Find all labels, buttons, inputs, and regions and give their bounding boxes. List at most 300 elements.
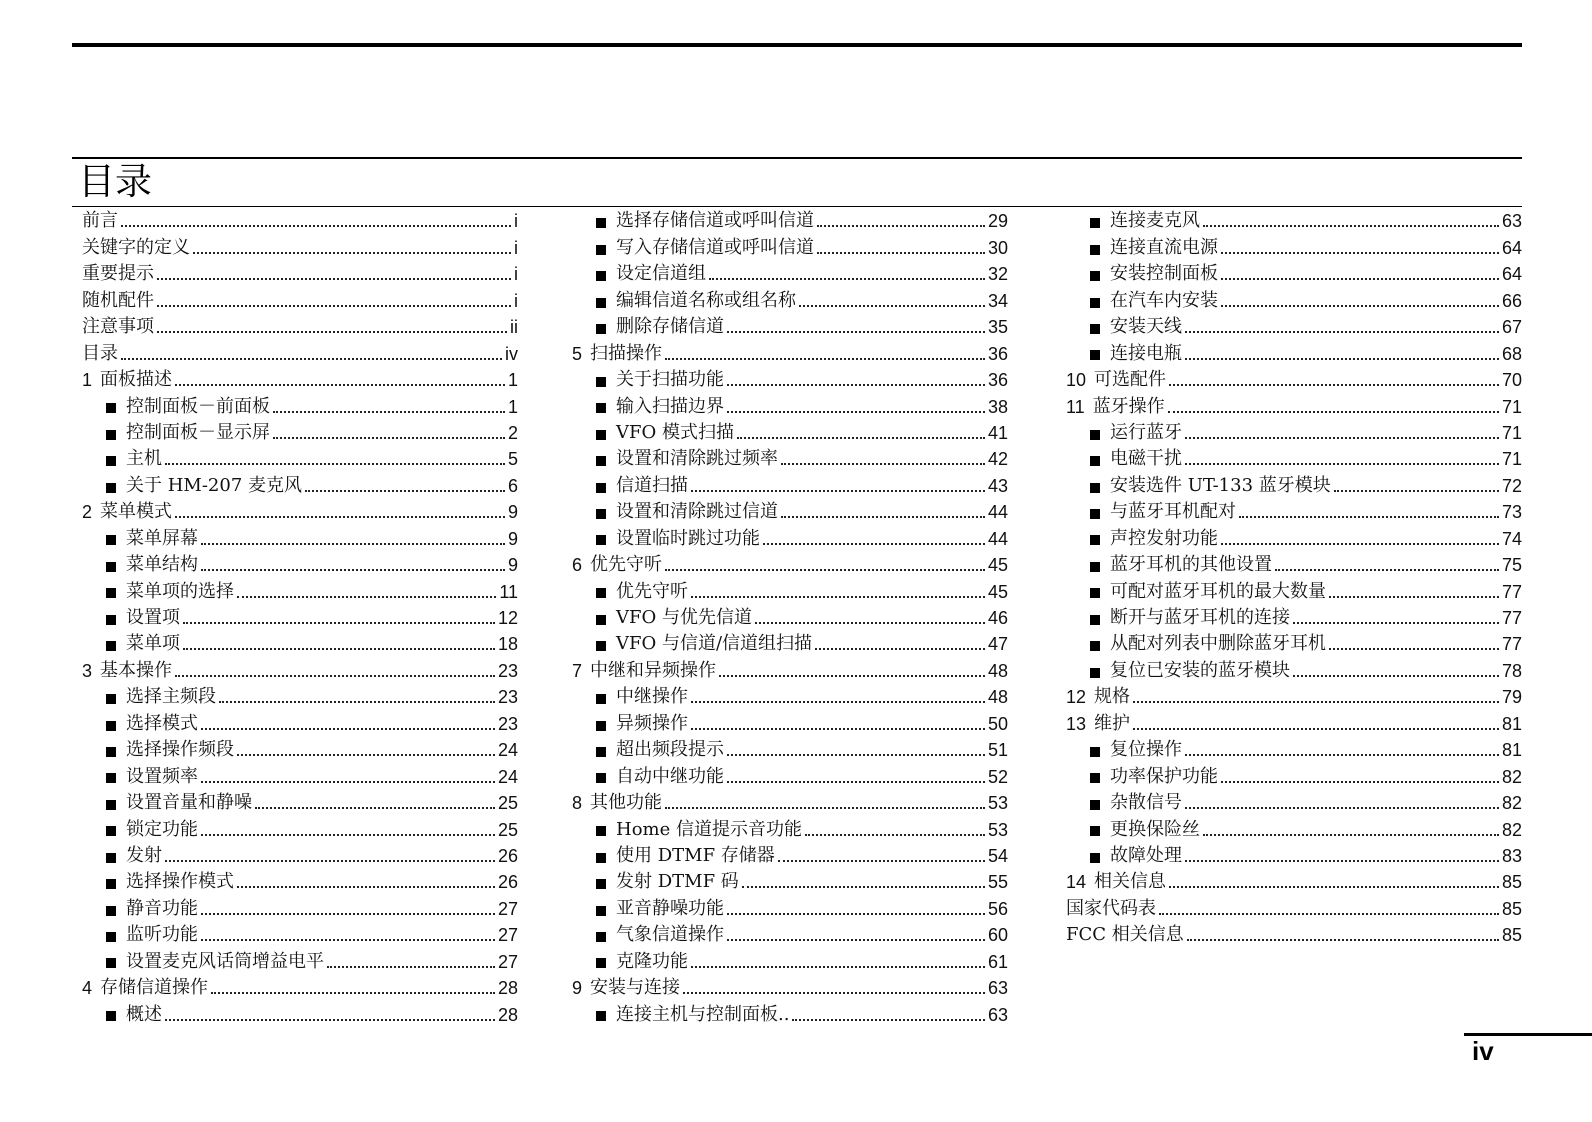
toc-subentry[interactable] <box>82 525 518 551</box>
toc-subentry[interactable] <box>1066 340 1522 366</box>
square-bullet-icon <box>596 906 606 916</box>
toc-subentry[interactable] <box>572 843 1008 869</box>
square-bullet-icon <box>1090 747 1100 757</box>
toc-subentry[interactable] <box>572 737 1008 763</box>
entry-label: 关键字的定义 <box>82 236 190 258</box>
toc-subentry[interactable] <box>1066 208 1522 234</box>
entry-label: 与蓝牙耳机配对 <box>1110 501 1236 523</box>
dot-leader <box>781 463 985 465</box>
toc-subentry[interactable] <box>572 314 1008 340</box>
entry-label: 声控发射功能 <box>1110 527 1218 549</box>
entry-label: 优先守听 <box>616 580 688 602</box>
square-bullet-icon <box>106 747 116 757</box>
entry-label: 断开与蓝牙耳机的连接 <box>1110 607 1290 628</box>
dot-leader <box>755 622 985 624</box>
dot-leader <box>1185 807 1499 809</box>
entry-label: 异频操作 <box>616 712 688 734</box>
toc-subentry[interactable] <box>572 261 1008 287</box>
dot-leader <box>805 834 985 836</box>
entry-label: 锁定功能 <box>126 818 198 840</box>
square-bullet-icon <box>106 641 116 651</box>
toc-subentry[interactable] <box>82 393 518 419</box>
entry-page-number: 44 <box>987 502 1008 523</box>
toc-subentry[interactable] <box>1066 790 1522 816</box>
dot-leader <box>201 728 495 730</box>
entry-page-number: 77 <box>1501 581 1522 602</box>
entry-label: 国家代码表 <box>1066 897 1156 919</box>
square-bullet-icon <box>596 430 606 440</box>
square-bullet-icon <box>106 535 116 545</box>
entry-label: 使用 DTMF 存储器 <box>616 844 775 866</box>
entry-page-number: 75 <box>1501 555 1522 576</box>
toc-subentry[interactable] <box>82 631 518 657</box>
dot-leader <box>201 834 495 836</box>
entry-page-number: 71 <box>1501 422 1522 443</box>
toc-entry[interactable] <box>572 552 1008 578</box>
toc-subentry[interactable] <box>572 208 1008 234</box>
square-bullet-icon <box>1090 853 1100 863</box>
toc-subentry[interactable] <box>572 948 1008 974</box>
entry-label: 删除存储信道 <box>616 316 724 338</box>
dot-leader <box>1185 754 1499 756</box>
toc-subentry[interactable] <box>572 420 1008 446</box>
toc-subentry[interactable] <box>82 446 518 472</box>
square-bullet-icon <box>1090 773 1100 783</box>
dot-leader <box>1239 516 1499 518</box>
entry-page-number: 23 <box>497 713 518 734</box>
toc-entry[interactable] <box>1066 922 1522 948</box>
toc-subentry[interactable] <box>1066 472 1522 498</box>
entry-label: 选择操作频段 <box>126 739 234 761</box>
entry-page-number: 28 <box>497 978 518 999</box>
entry-label: 安装与连接 <box>590 977 681 999</box>
toc-subentry[interactable] <box>572 367 1008 393</box>
entry-page-number: 78 <box>1501 660 1522 681</box>
entry-page-number: 9 <box>507 502 518 523</box>
toc-entry[interactable] <box>1066 393 1522 419</box>
toc-subentry[interactable] <box>82 1001 518 1027</box>
toc-subentry[interactable] <box>82 763 518 789</box>
entry-label: 中继操作 <box>616 686 688 708</box>
square-bullet-icon <box>106 456 116 466</box>
entry-page-number: 26 <box>497 845 518 866</box>
square-bullet-icon <box>596 403 606 413</box>
entry-page-number: 66 <box>1501 290 1522 311</box>
toc-subentry[interactable] <box>1066 843 1522 869</box>
toc-subentry[interactable] <box>1066 420 1522 446</box>
dot-leader <box>1293 622 1499 624</box>
toc-subentry[interactable] <box>82 552 518 578</box>
square-bullet-icon <box>596 747 606 757</box>
entry-label: 关于 HM-207 麦克风 <box>126 474 303 496</box>
entry-page-number: 82 <box>1501 819 1522 840</box>
toc-subentry[interactable] <box>572 895 1008 921</box>
square-bullet-icon <box>1090 800 1100 810</box>
square-bullet-icon <box>106 588 116 598</box>
dot-leader <box>237 754 495 756</box>
square-bullet-icon <box>106 826 116 836</box>
toc-entry[interactable] <box>82 657 518 683</box>
entry-page-number: 56 <box>987 898 1008 919</box>
entry-page-number: 23 <box>497 660 518 681</box>
entry-page-number: 36 <box>987 370 1008 391</box>
entry-label: 选择存储信道或呼叫信道 <box>616 210 814 232</box>
entry-page-number: 55 <box>987 872 1008 893</box>
toc-subentry[interactable] <box>572 578 1008 604</box>
dot-leader <box>691 596 985 598</box>
dot-leader <box>727 754 985 756</box>
toc-column-3 <box>1066 208 1522 948</box>
square-bullet-icon <box>596 615 606 625</box>
toc-subentry[interactable] <box>1066 314 1522 340</box>
toc-subentry[interactable] <box>1066 737 1522 763</box>
entry-page-number: 24 <box>497 766 518 787</box>
entry-page-number: 41 <box>987 422 1008 443</box>
toc-subentry[interactable] <box>82 922 518 948</box>
entry-page-number: 83 <box>1501 845 1522 866</box>
square-bullet-icon <box>1090 324 1100 334</box>
square-bullet-icon <box>106 1011 116 1021</box>
square-bullet-icon <box>1090 641 1100 651</box>
entry-label: FCC 相关信息 <box>1066 924 1184 946</box>
square-bullet-icon <box>1090 218 1100 228</box>
dot-leader <box>1221 781 1499 783</box>
toc-subentry[interactable] <box>572 710 1008 736</box>
toc-entry[interactable] <box>1066 895 1522 921</box>
chapter-number: 8 <box>572 793 583 814</box>
entry-page-number: 47 <box>987 634 1008 655</box>
entry-page-number: 73 <box>1501 502 1522 523</box>
toc-entry[interactable] <box>82 234 518 260</box>
toc-subentry[interactable] <box>572 816 1008 842</box>
entry-label: 复位操作 <box>1110 739 1182 761</box>
toc-column-1 <box>82 208 518 1028</box>
toc-subentry[interactable] <box>572 684 1008 710</box>
dot-leader <box>691 701 985 703</box>
toc-subentry[interactable] <box>572 631 1008 657</box>
toc-subentry[interactable] <box>82 790 518 816</box>
toc-subentry[interactable] <box>1066 763 1522 789</box>
toc-subentry[interactable] <box>1066 552 1522 578</box>
chapter-number: 10 <box>1066 370 1087 391</box>
entry-page-number: 25 <box>497 793 518 814</box>
toc-subentry[interactable] <box>82 578 518 604</box>
entry-label: 菜单屏幕 <box>126 527 198 549</box>
entry-page-number: 28 <box>497 1004 518 1025</box>
chapter-number: 3 <box>82 660 93 681</box>
dot-leader <box>201 913 495 915</box>
entry-label: 气象信道操作 <box>616 924 724 946</box>
entry-page-number: 77 <box>1501 608 1522 628</box>
dot-leader <box>1329 648 1499 650</box>
entry-page-number: 68 <box>1501 343 1522 364</box>
toc-subentry[interactable] <box>82 472 518 498</box>
entry-label: 超出频段提示 <box>616 739 724 761</box>
toc-subentry[interactable] <box>82 895 518 921</box>
entry-label: 设置项 <box>126 607 180 628</box>
entry-label: 选择主频段 <box>126 686 216 708</box>
toc-subentry[interactable] <box>82 605 518 631</box>
entry-page-number: 12 <box>497 608 518 628</box>
toc-entry[interactable] <box>1066 367 1522 393</box>
toc-entry[interactable] <box>572 657 1008 683</box>
toc-entry[interactable] <box>82 261 518 287</box>
square-bullet-icon <box>1090 668 1100 678</box>
entry-label: 中继和异频操作 <box>590 659 717 681</box>
entry-label: 其他功能 <box>590 792 663 814</box>
dot-leader <box>211 992 495 994</box>
dot-leader <box>157 278 511 280</box>
entry-page-number: iv <box>505 343 518 364</box>
toc-subentry[interactable] <box>82 816 518 842</box>
entry-page-number: 70 <box>1501 370 1522 391</box>
entry-label: 功率保护功能 <box>1110 765 1218 787</box>
toc-entry[interactable] <box>82 367 518 393</box>
entry-label: 选择操作模式 <box>126 871 234 893</box>
square-bullet-icon <box>1090 826 1100 836</box>
entry-page-number: 45 <box>987 581 1008 602</box>
toc-entry[interactable] <box>82 975 518 1001</box>
entry-page-number: 63 <box>987 978 1008 999</box>
entry-page-number: 48 <box>987 687 1008 708</box>
dot-leader <box>183 622 495 624</box>
dot-leader <box>327 966 495 968</box>
entry-page-number: i <box>514 237 518 258</box>
entry-label: 故障处理 <box>1110 844 1182 866</box>
chapter-number: 14 <box>1066 872 1087 893</box>
entry-label: 控制面板－前面板 <box>126 395 270 417</box>
dot-leader <box>201 781 495 783</box>
chapter-number: 4 <box>82 978 93 999</box>
dot-leader <box>792 1019 985 1021</box>
square-bullet-icon <box>1090 562 1100 572</box>
toc-subentry[interactable] <box>82 737 518 763</box>
square-bullet-icon <box>596 535 606 545</box>
square-bullet-icon <box>596 1011 606 1021</box>
dot-leader <box>1185 437 1499 439</box>
entry-page-number: 2 <box>507 422 518 443</box>
entry-label: 设置和清除跳过信道 <box>616 501 778 523</box>
entry-page-number: i <box>514 290 518 311</box>
entry-label: 安装控制面板 <box>1110 263 1218 285</box>
square-bullet-icon <box>596 879 606 889</box>
dot-leader <box>1221 252 1499 254</box>
entry-page-number: 63 <box>1501 211 1522 232</box>
chapter-number: 7 <box>572 660 583 681</box>
entry-page-number: 9 <box>507 555 518 576</box>
square-bullet-icon <box>596 483 606 493</box>
entry-label: 可选配件 <box>1094 369 1167 391</box>
entry-label: Home 信道提示音功能 <box>616 818 802 840</box>
toc-subentry[interactable] <box>572 1001 1008 1027</box>
entry-page-number: 81 <box>1501 740 1522 761</box>
dot-leader <box>727 384 985 386</box>
toc-subentry[interactable] <box>82 420 518 446</box>
dot-leader <box>201 543 505 545</box>
toc-subentry[interactable] <box>572 525 1008 551</box>
entry-label: 连接主机与控制面板.. <box>616 1003 790 1025</box>
dot-leader <box>1169 384 1499 386</box>
dot-leader <box>1185 463 1499 465</box>
entry-page-number: 6 <box>507 475 518 496</box>
square-bullet-icon <box>106 430 116 440</box>
entry-page-number: 38 <box>987 396 1008 417</box>
entry-page-number: 5 <box>507 449 518 470</box>
entry-label: 可配对蓝牙耳机的最大数量 <box>1110 580 1326 602</box>
toc-subentry[interactable] <box>572 287 1008 313</box>
toc-subentry[interactable] <box>1066 631 1522 657</box>
entry-label: VFO 模式扫描 <box>616 421 734 443</box>
toc-subentry[interactable] <box>82 843 518 869</box>
dot-leader <box>1221 305 1499 307</box>
toc-subentry[interactable] <box>1066 499 1522 525</box>
entry-label: 控制面板－显示屏 <box>126 421 270 443</box>
entry-label: 菜单项 <box>126 633 180 655</box>
entry-page-number: 53 <box>987 793 1008 814</box>
dot-leader <box>1203 834 1499 836</box>
dot-leader <box>157 305 511 307</box>
toc-entry[interactable] <box>572 975 1008 1001</box>
dot-leader <box>1133 701 1499 703</box>
entry-page-number: 64 <box>1501 264 1522 285</box>
toc-subentry[interactable] <box>82 684 518 710</box>
square-bullet-icon <box>106 615 116 625</box>
toc-subentry[interactable] <box>1066 816 1522 842</box>
toc-subentry[interactable] <box>1066 525 1522 551</box>
dot-leader <box>1203 225 1499 227</box>
entry-page-number: 9 <box>507 528 518 549</box>
dot-leader <box>727 411 985 413</box>
toc-subentry[interactable] <box>572 605 1008 631</box>
entry-label: 重要提示 <box>82 263 154 285</box>
entry-page-number: 43 <box>987 475 1008 496</box>
dot-leader <box>193 252 511 254</box>
entry-page-number: 77 <box>1501 634 1522 655</box>
dot-leader <box>665 569 985 571</box>
dot-leader <box>1334 490 1499 492</box>
toc-subentry[interactable] <box>82 948 518 974</box>
toc-subentry[interactable] <box>572 763 1008 789</box>
entry-label: 克隆功能 <box>616 950 688 972</box>
entry-label: 安装选件 UT-133 蓝牙模块 <box>1110 474 1331 496</box>
dot-leader <box>237 886 495 888</box>
toc-subentry[interactable] <box>1066 578 1522 604</box>
entry-page-number: 25 <box>497 819 518 840</box>
dot-leader <box>665 807 985 809</box>
entry-label: 扫描操作 <box>590 342 663 364</box>
entry-label: 安装天线 <box>1110 316 1182 338</box>
entry-page-number: 30 <box>987 237 1008 258</box>
toc-subentry[interactable] <box>1066 657 1522 683</box>
toc-entry[interactable] <box>82 314 518 340</box>
dot-leader <box>683 992 985 994</box>
entry-page-number: 63 <box>987 1004 1008 1025</box>
dot-leader <box>1275 569 1499 571</box>
toc-entry[interactable] <box>1066 869 1522 895</box>
entry-page-number: 60 <box>987 925 1008 946</box>
dot-leader <box>183 648 495 650</box>
toc-subentry[interactable] <box>572 499 1008 525</box>
entry-label: 概述 <box>126 1003 162 1025</box>
toc-entry[interactable] <box>572 340 1008 366</box>
entry-page-number: 85 <box>1501 925 1522 946</box>
entry-page-number: 24 <box>497 740 518 761</box>
entry-label: 复位已安装的蓝牙模块 <box>1110 659 1290 681</box>
entry-label: 设置和清除跳过频率 <box>616 448 778 470</box>
square-bullet-icon <box>596 324 606 334</box>
entry-label: 从配对列表中删除蓝牙耳机 <box>1110 633 1326 655</box>
toc-subentry[interactable] <box>1066 261 1522 287</box>
entry-page-number: 82 <box>1501 766 1522 787</box>
toc-entry[interactable] <box>82 340 518 366</box>
toc-entry[interactable] <box>1066 684 1522 710</box>
square-bullet-icon <box>1090 535 1100 545</box>
entry-label: 更换保险丝 <box>1110 818 1200 840</box>
dot-leader <box>165 1019 495 1021</box>
entry-label: 菜单模式 <box>100 501 173 523</box>
entry-label: 自动中继功能 <box>616 765 724 787</box>
entry-label: 面板描述 <box>100 369 173 391</box>
toc-entry[interactable] <box>82 287 518 313</box>
square-bullet-icon <box>596 932 606 942</box>
chapter-number: 11 <box>1066 396 1085 417</box>
dot-leader <box>691 966 985 968</box>
entry-label: 随机配件 <box>82 289 154 311</box>
entry-page-number: 29 <box>987 211 1008 232</box>
entry-page-number: 50 <box>987 713 1008 734</box>
title-rule <box>72 157 1522 159</box>
entry-page-number: 36 <box>987 343 1008 364</box>
entry-label: 写入存储信道或呼叫信道 <box>616 236 814 258</box>
toc-subentry[interactable] <box>572 869 1008 895</box>
toc-subentry[interactable] <box>1066 287 1522 313</box>
toc-column-2 <box>572 208 1008 1028</box>
entry-label: 关于扫描功能 <box>616 369 724 391</box>
chapter-number: 2 <box>82 502 93 523</box>
entry-page-number: 48 <box>987 660 1008 681</box>
toc-entry[interactable] <box>1066 710 1522 736</box>
toc-subentry[interactable] <box>1066 605 1522 631</box>
square-bullet-icon <box>596 588 606 598</box>
square-bullet-icon <box>596 377 606 387</box>
toc-subentry[interactable] <box>572 234 1008 260</box>
entry-label: 相关信息 <box>1094 871 1167 893</box>
square-bullet-icon <box>106 958 116 968</box>
entry-label: 菜单结构 <box>126 554 198 576</box>
toc-subentry[interactable] <box>572 922 1008 948</box>
dot-leader <box>237 596 496 598</box>
toc-subentry[interactable] <box>1066 234 1522 260</box>
square-bullet-icon <box>1090 350 1100 360</box>
dot-leader <box>778 860 985 862</box>
entry-page-number: 27 <box>497 898 518 919</box>
toc-subentry[interactable] <box>572 446 1008 472</box>
dot-leader <box>719 675 985 677</box>
entry-label: 信道扫描 <box>616 474 688 496</box>
toc-entry[interactable] <box>82 499 518 525</box>
toc-subentry[interactable] <box>1066 446 1522 472</box>
toc-subentry[interactable] <box>82 710 518 736</box>
toc-subentry[interactable] <box>82 869 518 895</box>
toc-entry[interactable] <box>82 208 518 234</box>
square-bullet-icon <box>106 483 116 493</box>
dot-leader <box>1329 596 1499 598</box>
toc-entry[interactable] <box>572 790 1008 816</box>
toc-subentry[interactable] <box>572 393 1008 419</box>
page-number: iv <box>1472 1036 1494 1066</box>
toc-subentry[interactable] <box>572 472 1008 498</box>
dot-leader <box>175 675 495 677</box>
